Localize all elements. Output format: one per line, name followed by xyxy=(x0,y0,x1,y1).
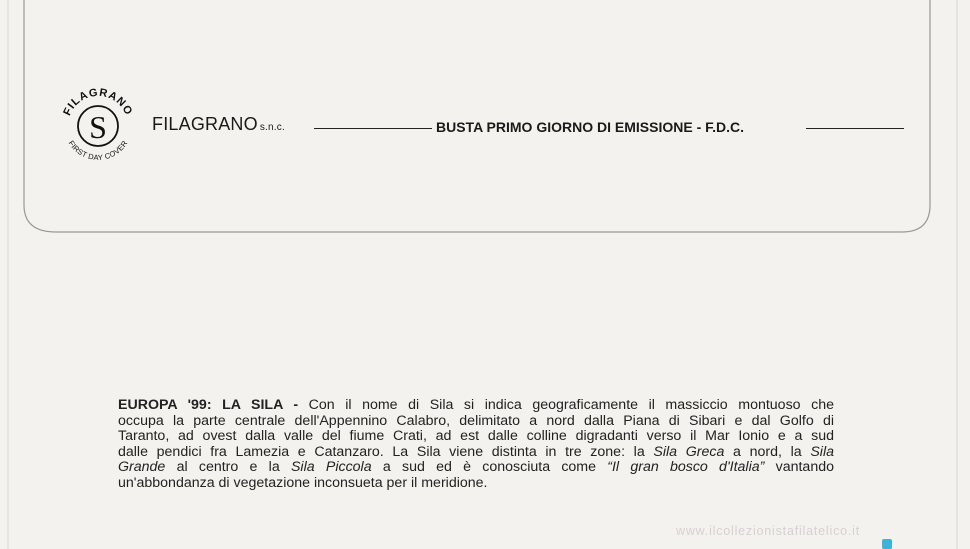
stamp-description xyxy=(118,398,834,492)
logo-ring-bottom: FIRST DAY COVER xyxy=(66,138,130,163)
site-watermark: www.ilcollezionistafilatelico.it xyxy=(676,524,860,538)
desc-line-3: Taranto, ad ovest dalla valle del fiume Crati, ad est dalle colline digradanti verso il Mar Ionio e a sud xyxy=(118,428,834,445)
cover-type-title: BUSTA PRIMO GIORNO DI EMISSIONE - F.D.C. xyxy=(436,119,745,135)
desc-line-6: un'abbondanza di vegetazione inconsueta per il meridione. xyxy=(118,474,488,491)
corner-speck xyxy=(882,539,892,549)
filagrano-logo xyxy=(56,84,140,168)
company-suffix: s.n.c. xyxy=(259,122,285,133)
desc-heading: EUROPA '99: LA SILA - xyxy=(118,397,299,413)
desc-line-2: occupa la parte centrale dell'Appennino Calabro, delimitato a nord dalla Piana di Sibari e dal Golfo di xyxy=(118,412,834,429)
header-rule-right xyxy=(806,128,904,129)
header-rule-left xyxy=(314,128,432,129)
desc-line-5: Grande al centro e la Sila Piccola a sud ed è conosciuta come “Il gran bosco d'Italia” vantando xyxy=(118,459,834,476)
company-label: FILAGRANO xyxy=(152,114,258,134)
logo-ring-top: FILAGRANO xyxy=(61,86,135,118)
logo-monogram: S xyxy=(89,109,107,145)
company-name xyxy=(152,114,285,135)
desc-line-4: dalle pendici fra Lamezia e Catanzaro. La Sila viene distinta in tre zone: la Sila Greca a nord, la Sila xyxy=(118,443,834,460)
desc-line-1: EUROPA '99: LA SILA - Con il nome di Sila si indica geograficamente il massiccio montuoso che xyxy=(118,397,834,413)
